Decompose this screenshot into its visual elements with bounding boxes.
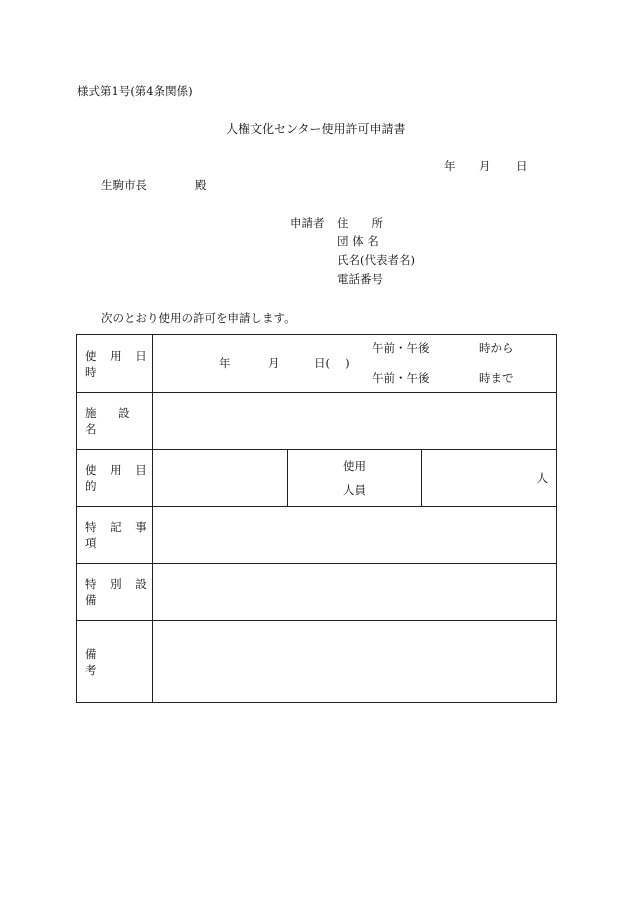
- headcount-field[interactable]: [422, 450, 557, 507]
- remarks-label: 備 考: [77, 621, 153, 703]
- headcount-label-line1: 使用: [342, 459, 366, 473]
- applicant-phone-label: 電話番号: [337, 272, 383, 286]
- applicant-name-label: 氏名(代表者名): [337, 253, 415, 267]
- remarks-field[interactable]: [153, 621, 557, 703]
- addressee-name: 生駒市長: [101, 178, 147, 192]
- usage-datetime-label: 使 用 日 時: [77, 335, 153, 393]
- form-number: 様式第1号(第4条関係): [77, 84, 193, 98]
- notes-label: 特 記 事 項: [77, 507, 153, 564]
- usage-datetime-field[interactable]: [153, 335, 557, 393]
- date-year: 年: [444, 159, 456, 173]
- facility-label: 施 設 名: [77, 393, 153, 450]
- usage-to: 時まで: [479, 371, 514, 385]
- document-title: 人権文化センター使用許可申請書: [226, 122, 406, 136]
- row-facility: [77, 393, 557, 450]
- row-notes: [77, 507, 557, 564]
- purpose-field[interactable]: [153, 450, 288, 507]
- date-month: 月: [479, 159, 491, 173]
- row-purpose: [77, 450, 557, 507]
- equipment-field[interactable]: [153, 564, 557, 621]
- row-usage-datetime: [77, 335, 557, 393]
- usage-from: 時から: [479, 341, 514, 355]
- usage-day: 日( ): [314, 356, 350, 370]
- addressee-honorific: 殿: [195, 178, 207, 192]
- usage-ampm-to: 午前・午後: [372, 371, 430, 385]
- purpose-label: 使 用 目 的: [77, 450, 153, 507]
- applicant-address-label: 住 所: [337, 216, 383, 230]
- row-equipment: [77, 564, 557, 621]
- notes-field[interactable]: [153, 507, 557, 564]
- applicant-label: 申請者: [290, 216, 325, 230]
- usage-month: 月: [268, 356, 280, 370]
- date-day: 日: [516, 159, 528, 173]
- equipment-label: 特 別 設 備: [77, 564, 153, 621]
- headcount-unit: 人: [536, 471, 548, 485]
- intro-text: 次のとおり使用の許可を申請します。: [101, 311, 296, 325]
- facility-field[interactable]: [153, 393, 557, 450]
- row-remarks: [77, 621, 557, 703]
- headcount-label-line2: 人員: [342, 483, 366, 497]
- headcount-label: [287, 450, 422, 507]
- applicant-group-label: 団 体 名: [337, 234, 379, 248]
- application-table: [76, 334, 557, 703]
- usage-ampm-from: 午前・午後: [372, 341, 430, 355]
- usage-year: 年: [219, 356, 231, 370]
